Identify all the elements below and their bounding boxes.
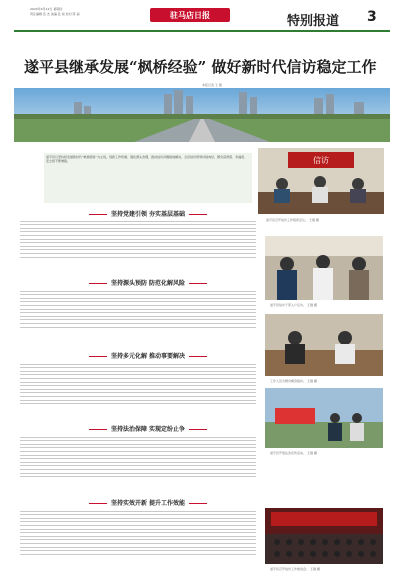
subhead-2: 坚持源头预防 防范化解风险 — [44, 278, 252, 287]
byline: 本报记者 王 刚 — [202, 83, 222, 87]
page-number: 3 — [367, 9, 377, 25]
subhead-5: 坚持实效开新 提升工作效能 — [44, 498, 252, 507]
caption-2: 遂平县信访干部入户走访。 王刚 摄 — [270, 303, 317, 307]
text-block-1 — [20, 218, 256, 268]
city-panorama-photo — [14, 88, 390, 142]
caption-5: 遂平县召开信访工作推进会。 王刚 摄 — [270, 567, 320, 571]
caption-3: 工作人员为群众解答疑问。 王刚 摄 — [270, 379, 317, 383]
caption-4: 遂平县开展法治宣传活动。 王刚 摄 — [270, 451, 317, 455]
header-rule — [14, 30, 390, 32]
lead-text: 遂平县以坚持和发展新时代“枫桥经验”为主线，创新工作机制，强化源头治理，推动信访问题就地解决，全县信访形势持续向好，群众获得感、幸福感、安全感不断增强。 — [46, 155, 248, 163]
subhead-4: 坚持法治保障 实现定纷止争 — [44, 424, 252, 433]
visit-photo — [265, 236, 383, 300]
office-sign: 信访 — [313, 156, 329, 165]
header-meta — [30, 7, 80, 17]
text-block-3 — [20, 361, 256, 417]
caption-1: 遂平县召开信访工作联席会议。 王刚 摄 — [266, 218, 319, 222]
headline: 遂平县继承发展“枫桥经验” 做好新时代信访稳定工作 — [24, 58, 377, 76]
office-photo — [258, 148, 384, 214]
masthead: 驻马店日报 — [150, 8, 230, 22]
outdoor-photo — [265, 388, 383, 448]
lead-box — [44, 153, 252, 203]
date-line: 2024年9月12日 星期四 — [30, 7, 63, 11]
meeting-hall-photo — [265, 508, 383, 564]
consult-photo — [265, 314, 383, 376]
subhead-1: 坚持党建引领 夯实基层基础 — [44, 209, 252, 218]
text-block-2 — [20, 288, 256, 340]
text-block-5 — [20, 508, 256, 568]
section-title: 特别报道 — [287, 14, 340, 29]
text-block-4 — [20, 434, 256, 490]
editor-line: 责任编辑 张 杰 美编 张 斌 校对 陈 丽 — [30, 12, 80, 16]
subhead-3: 坚持多元化解 推动事要解决 — [44, 351, 252, 360]
